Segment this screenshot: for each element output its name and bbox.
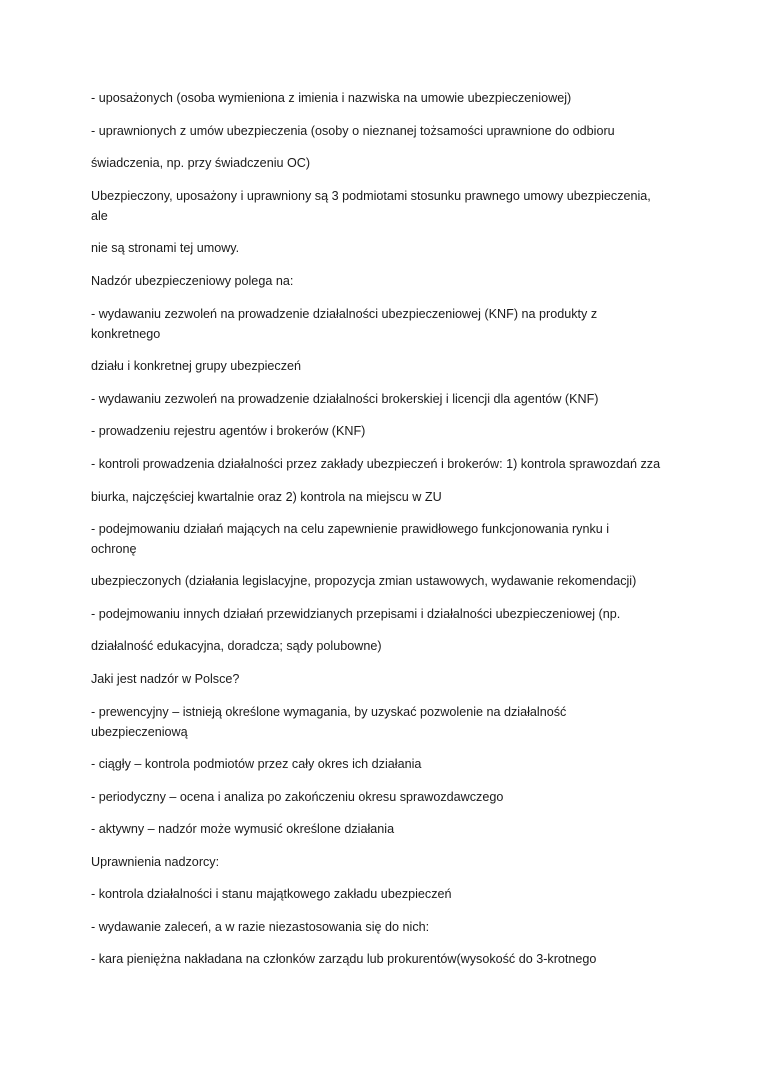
text-line: Ubezpieczony, uposażony i uprawniony są 3 podmiotami stosunku prawnego umowy ubezpieczenia, <box>91 189 651 203</box>
text-line: - uprawnionych z umów ubezpieczenia (osoby o nieznanej tożsamości uprawnione do odbioru <box>91 124 615 138</box>
text-line: Nadzór ubezpieczeniowy polega na: <box>91 274 294 288</box>
text-line: świadczenia, np. przy świadczeniu OC) <box>91 156 311 170</box>
text-line: Jaki jest nadzór w Polsce? <box>91 672 240 686</box>
text-line: nie są stronami tej umowy. <box>91 241 240 255</box>
text-line: ochronę <box>91 542 137 556</box>
text-line: - ciągły – kontrola podmiotów przez cały okres ich działania <box>91 757 422 771</box>
text-line: - podejmowaniu innych działań przewidzianych przepisami i działalności ubezpieczeniowej (np. <box>91 607 621 621</box>
text-line: ubezpieczeniową <box>91 725 188 739</box>
text-line: - aktywny – nadzór może wymusić określone działania <box>91 822 395 836</box>
text-line: - podejmowaniu działań mających na celu zapewnienie prawidłowego funkcjonowania rynku i <box>91 522 610 536</box>
text-line: Uprawnienia nadzorcy: <box>91 855 220 869</box>
text-line: - periodyczny – ocena i analiza po zakończeniu okresu sprawozdawczego <box>91 790 504 804</box>
text-line: biurka, najczęściej kwartalnie oraz 2) kontrola na miejscu w ZU <box>91 490 442 504</box>
text-line: ubezpieczonych (działania legislacyjne, propozycja zmian ustawowych, wydawanie rekomendacji) <box>91 574 637 588</box>
text-line: - prewencyjny – istnieją określone wymagania, by uzyskać pozwolenie na działalność <box>91 705 567 719</box>
text-line: - uposażonych (osoba wymieniona z imienia i nazwiska na umowie ubezpieczeniowej) <box>91 91 572 105</box>
text-line: konkretnego <box>91 327 161 341</box>
text-line: - kontroli prowadzenia działalności przez zakłady ubezpieczeń i brokerów: 1) kontrola sprawozdań zza <box>91 457 661 471</box>
text-line: - wydawaniu zezwoleń na prowadzenie działalności brokerskiej i licencji dla agentów (KNF) <box>91 392 599 406</box>
text-line: - kara pieniężna nakładana na członków zarządu lub prokurentów(wysokość do 3-krotnego <box>91 952 597 966</box>
text-line: - wydawaniu zezwoleń na prowadzenie działalności ubezpieczeniowej (KNF) na produkty z <box>91 307 598 321</box>
text-line: - prowadzeniu rejestru agentów i brokerów (KNF) <box>91 424 366 438</box>
text-line: działu i konkretnej grupy ubezpieczeń <box>91 359 302 373</box>
text-line: - wydawanie zaleceń, a w razie niezastosowania się do nich: <box>91 920 430 934</box>
text-line: - kontrola działalności i stanu majątkowego zakładu ubezpieczeń <box>91 887 452 901</box>
text-line: ale <box>91 209 108 223</box>
text-line: działalność edukacyjna, doradcza; sądy polubowne) <box>91 639 382 653</box>
